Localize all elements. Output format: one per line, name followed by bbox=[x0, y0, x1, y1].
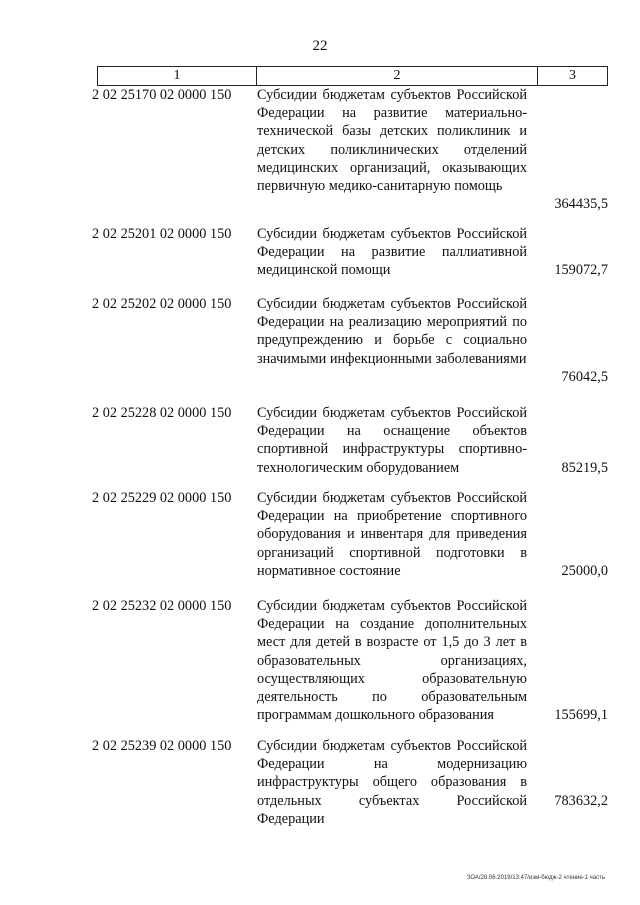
row-description: Субсидии бюджетам субъектов Российской Федерации на развитие материально-технической базы детских поликлиник и детских поликлинических отделений медицинских организаций, оказывающих первичную медико-санитарную помощь bbox=[257, 87, 527, 195]
row-code: 2 02 25170 02 0000 150 bbox=[92, 87, 232, 103]
row-amount: 155699,1 bbox=[554, 707, 608, 723]
row-code: 2 02 25228 02 0000 150 bbox=[92, 405, 232, 421]
row-amount: 76042,5 bbox=[561, 369, 608, 385]
footer-stamp: ЗОА/28.06.2019/13:47/изм-бюдж-2 чтение-1 часть bbox=[466, 875, 605, 881]
page-number: 22 bbox=[312, 38, 328, 54]
row-amount: 364435,5 bbox=[554, 196, 608, 212]
row-description: Субсидии бюджетам субъектов Российской Федерации на создание дополнительных мест для детей в возрасте от 1,5 до 3 лет в образовательных организациях, осуществляющих образовательную деятельность по образовательным программам дошкольного образования bbox=[257, 598, 527, 724]
table-header bbox=[97, 66, 608, 86]
header-col-2: 2 bbox=[257, 67, 538, 85]
row-code: 2 02 25202 02 0000 150 bbox=[92, 296, 232, 312]
row-code: 2 02 25239 02 0000 150 bbox=[92, 738, 232, 754]
row-description: Субсидии бюджетам субъектов Российской Федерации на оснащение объектов спортивной инфраструктуры спортивно-технологическим оборудованием bbox=[257, 405, 527, 476]
row-description: Субсидии бюджетам субъектов Российской Федерации на развитие паллиативной медицинской помощи bbox=[257, 226, 527, 279]
header-col-1: 1 bbox=[98, 67, 257, 85]
row-amount: 159072,7 bbox=[554, 262, 608, 278]
header-col-3: 3 bbox=[569, 68, 576, 83]
row-amount: 25000,0 bbox=[561, 563, 608, 579]
row-code: 2 02 25201 02 0000 150 bbox=[92, 226, 232, 242]
row-description: Субсидии бюджетам субъектов Российской Федерации на реализацию мероприятий по предупреждению и борьбе с социально значимыми инфекционными заболеваниями bbox=[257, 296, 527, 367]
row-code: 2 02 25232 02 0000 150 bbox=[92, 598, 232, 614]
row-description: Субсидии бюджетам субъектов Российской Федерации на приобретение спортивного оборудования и инвентаря для приведения организаций спортивной подготовки в нормативное состояние bbox=[257, 490, 527, 579]
row-amount: 85219,5 bbox=[561, 460, 608, 476]
row-code: 2 02 25229 02 0000 150 bbox=[92, 490, 232, 506]
row-amount: 783632,2 bbox=[554, 793, 608, 809]
row-description: Субсидии бюджетам субъектов Российской Федерации на модернизацию инфраструктуры общего образования в отдельных субъектах Российской Федерации bbox=[257, 738, 527, 827]
